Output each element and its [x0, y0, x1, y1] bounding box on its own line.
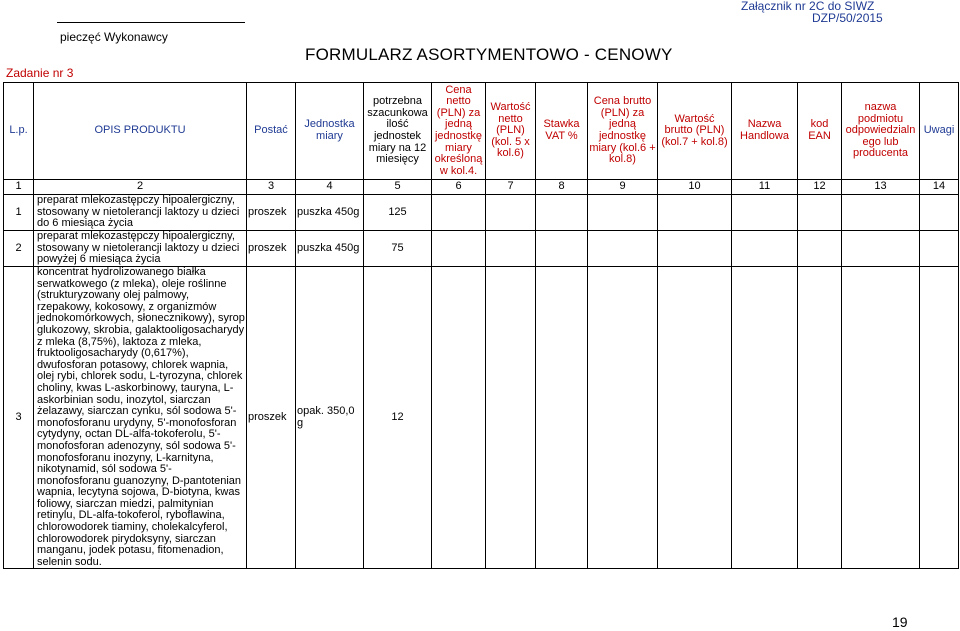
col-number: 8 [536, 180, 588, 195]
col-number: 6 [432, 180, 486, 195]
col-number: 12 [798, 180, 842, 195]
attachment-label: Załącznik nr 2C do SIWZ [741, 0, 875, 13]
row-lp: 2 [4, 231, 34, 267]
cell-nazwa-handlowa[interactable] [732, 195, 798, 231]
row-description: preparat mlekozastępczy hipoalergiczny, stosowany w nietolerancji laktozy u dzieci powyżej 6 miesiąca życia [34, 231, 247, 267]
cell-ean[interactable] [798, 267, 842, 569]
col-header-cena-netto: Cena netto (PLN) za jedną jednostkę miary określoną w kol.4. [432, 83, 486, 180]
col-number: 4 [296, 180, 364, 195]
col-number: 13 [842, 180, 920, 195]
col-header-opis: OPIS PRODUKTU [34, 83, 247, 180]
column-number-row [4, 180, 959, 195]
cell-cena-netto[interactable] [432, 231, 486, 267]
col-header-postac: Postać [247, 83, 296, 180]
cell-producent[interactable] [842, 231, 920, 267]
cell-ean[interactable] [798, 231, 842, 267]
row-form: proszek [247, 231, 296, 267]
col-header-uwagi: Uwagi [920, 83, 959, 180]
col-header-vat: Stawka VAT % [536, 83, 588, 180]
row-description: koncentrat hydrolizowanego białka serwatkowego (z mleka), oleje roślinne (strukturyzowany olej palmowy, rzepakowy, kokosowy, z organizmów jednokomórkowych, słonecznikowy), syrop glukozowy, skrobia, galaktooligosacharydy z mleka (8,75%), laktoza z mleka, fruktooligosacharydy (0,617%), dwufosforan potasowy, chlorek wapnia, olej rybi, chlorek sodu, L-tyrozyna, chlorek choliny, kwas L-askorbinowy, tauryna, L-askorbinian sodu, inozytol, siarczan żelazawy, siarczan cynku, sól sodowa 5'-monofosforanu urydyny, 5'-monofosforan cytydyny, octan DL-alfa-tokoferolu, 5'-monofosforan adenozyny, sól sodowa 5'-monofosforanu inozyny, L-karnityna, nikotynamid, sól sodowa 5'-monofosforanu guanozyny, D-pantotenian wapnia, lecytyna sojowa, D-biotyna, kwas foliowy, siarczan miedzi, palmitynian retinylu, DL-alfa-tokoferol, ryboflawina, chlorowodorek tiaminy, cholekalcyferol, chlorowodorek pirydoksyny, siarczan manganu, jodek potasu, fitomenadion, selenin sodu. [34, 267, 247, 569]
cell-producent[interactable] [842, 267, 920, 569]
col-header-ilosc: potrzebna szacunkowa ilość jednostek miary na 12 miesięcy [364, 83, 432, 180]
table-row [4, 195, 959, 231]
cell-cena-netto[interactable] [432, 195, 486, 231]
col-header-lp: L.p. [4, 83, 34, 180]
contractor-stamp-label: pieczęć Wykonawcy [60, 30, 168, 44]
price-form-table [3, 82, 959, 569]
row-quantity: 75 [364, 231, 432, 267]
task-number: Zadanie nr 3 [6, 66, 74, 80]
col-number: 5 [364, 180, 432, 195]
col-number: 1 [4, 180, 34, 195]
row-description: preparat mlekozastępczy hipoalergiczny, stosowany w nietolerancji laktozy u dzieci do 6 miesiąca życia [34, 195, 247, 231]
cell-producent[interactable] [842, 195, 920, 231]
col-number: 7 [486, 180, 536, 195]
cell-wartosc-netto[interactable] [486, 195, 536, 231]
table-row [4, 231, 959, 267]
col-header-producent: nazwa podmiotu odpowiedzialn ego lub producenta [842, 83, 920, 180]
cell-ean[interactable] [798, 195, 842, 231]
page-number: 19 [892, 614, 908, 630]
col-header-wartosc-brutto: Wartość brutto (PLN) (kol.7 + kol.8) [658, 83, 732, 180]
cell-wartosc-netto[interactable] [486, 267, 536, 569]
cell-cena-netto[interactable] [432, 267, 486, 569]
cell-cena-brutto[interactable] [588, 267, 658, 569]
cell-wartosc-brutto[interactable] [658, 195, 732, 231]
row-lp: 3 [4, 267, 34, 569]
col-header-wartosc-netto: Wartość netto (PLN) (kol. 5 x kol.6) [486, 83, 536, 180]
cell-nazwa-handlowa[interactable] [732, 267, 798, 569]
cell-vat[interactable] [536, 267, 588, 569]
cell-cena-brutto[interactable] [588, 195, 658, 231]
form-title: FORMULARZ ASORTYMENTOWO - CENOWY [305, 45, 673, 64]
cell-wartosc-netto[interactable] [486, 231, 536, 267]
row-quantity: 12 [364, 267, 432, 569]
row-form: proszek [247, 267, 296, 569]
col-number: 14 [920, 180, 959, 195]
cell-vat[interactable] [536, 195, 588, 231]
case-number: DZP/50/2015 [812, 11, 883, 25]
row-unit: puszka 450g [296, 195, 364, 231]
cell-vat[interactable] [536, 231, 588, 267]
col-number: 11 [732, 180, 798, 195]
row-form: proszek [247, 195, 296, 231]
row-unit: puszka 450g [296, 231, 364, 267]
row-lp: 1 [4, 195, 34, 231]
col-number: 10 [658, 180, 732, 195]
cell-uwagi[interactable] [920, 231, 959, 267]
cell-wartosc-brutto[interactable] [658, 231, 732, 267]
stamp-signature-line [57, 22, 245, 23]
cell-cena-brutto[interactable] [588, 231, 658, 267]
col-number: 3 [247, 180, 296, 195]
col-header-cena-brutto: Cena brutto (PLN) za jedną jednostkę miary (kol.6 + kol.8) [588, 83, 658, 180]
col-number: 2 [34, 180, 247, 195]
cell-uwagi[interactable] [920, 195, 959, 231]
cell-uwagi[interactable] [920, 267, 959, 569]
table-row [4, 267, 959, 569]
col-number: 9 [588, 180, 658, 195]
cell-nazwa-handlowa[interactable] [732, 231, 798, 267]
row-quantity: 125 [364, 195, 432, 231]
cell-wartosc-brutto[interactable] [658, 267, 732, 569]
row-unit: opak. 350,0 g [296, 267, 364, 569]
col-header-jednostka: Jednostka miary [296, 83, 364, 180]
col-header-nazwa-handlowa: Nazwa Handlowa [732, 83, 798, 180]
col-header-ean: kod EAN [798, 83, 842, 180]
header-row [4, 83, 959, 180]
